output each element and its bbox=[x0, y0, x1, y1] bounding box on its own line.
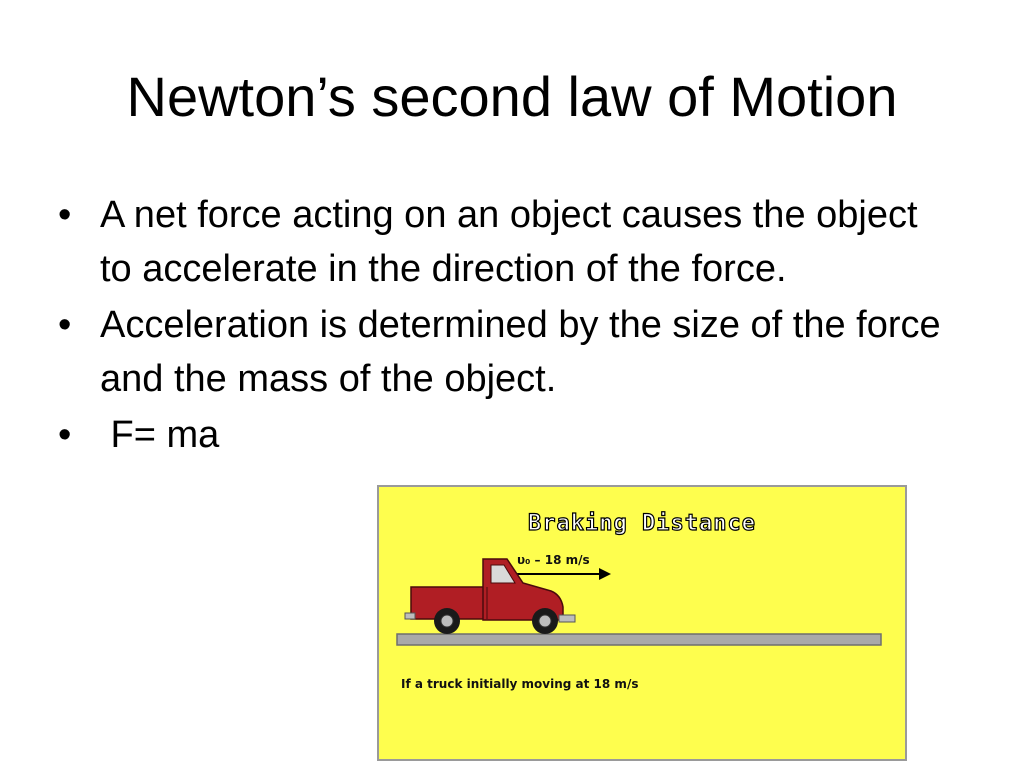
bullet-marker: • bbox=[58, 304, 72, 346]
slide-title: Newton’s second law of Motion bbox=[126, 65, 898, 128]
road bbox=[397, 634, 881, 645]
figure-caption: If a truck initially moving at 18 m/s bbox=[401, 677, 639, 691]
bullet-marker: • bbox=[58, 414, 72, 456]
bullet-item bbox=[58, 298, 958, 406]
bullet-item bbox=[58, 188, 958, 296]
bullet-item bbox=[58, 408, 958, 462]
velocity-label: υ₀ – 18 m/s bbox=[517, 553, 590, 567]
figure-title: Braking Distance bbox=[528, 511, 756, 536]
bullet-marker: • bbox=[58, 194, 72, 236]
truck-icon bbox=[405, 559, 575, 634]
bullet-text: Acceleration is determined by the size of the force and the mass of the object. bbox=[100, 304, 941, 400]
braking-distance-figure bbox=[377, 485, 907, 761]
bullet-text: F= ma bbox=[100, 414, 220, 456]
arrow-right-icon bbox=[517, 568, 611, 580]
bullet-text: A net force acting on an object causes the object to accelerate in the direction of the force. bbox=[100, 194, 918, 290]
bullet-list bbox=[58, 188, 958, 464]
